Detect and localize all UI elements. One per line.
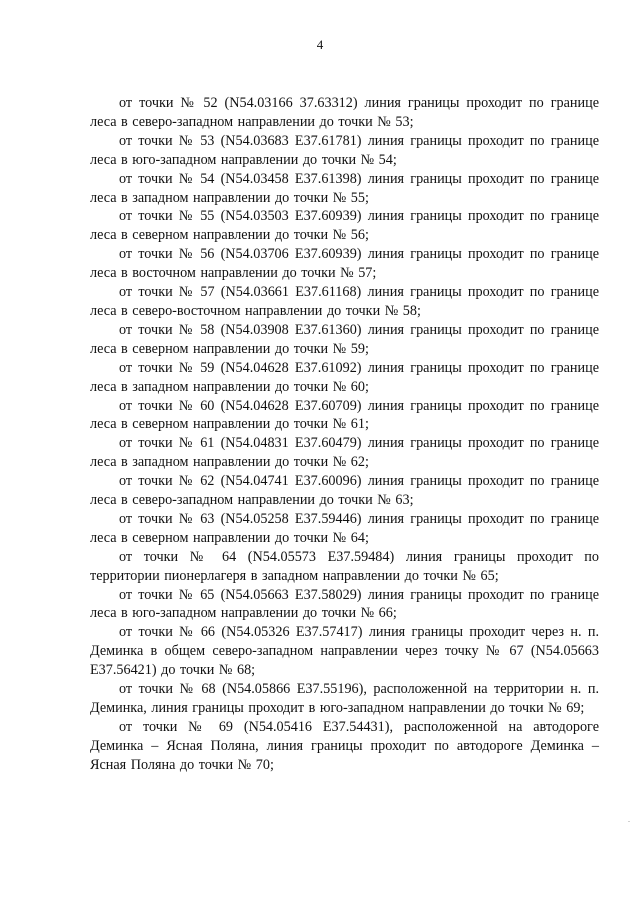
boundary-paragraph: от точки № 58 (N54.03908 E37.61360) линия границы проходит по границе леса в северном направлении до точки № 59; <box>90 321 599 357</box>
boundary-paragraph: от точки № 57 (N54.03661 E37.61168) линия границы проходит по границе леса в северо-восточном направлении до точки № 58; <box>90 284 599 319</box>
boundary-paragraph: от точки № 62 (N54.04741 E37.60096) линия границы проходит по границе леса в северо-западном направлении до точки № 63; <box>90 473 599 509</box>
boundary-paragraph: от точки № 56 (N54.03706 E37.60939) линия границы проходит по границе леса в восточном направлении до точки № 57; <box>90 246 599 282</box>
boundary-paragraph: от точки № 55 (N54.03503 E37.60939) линия границы проходит по границе леса в северном направлении до точки № 56; <box>90 208 599 244</box>
document-body <box>90 94 599 775</box>
scan-speck: . <box>628 815 630 824</box>
boundary-paragraph: от точки № 64 (N54.05573 E37.59484) линия границы проходит по территории пионерлагеря в западном направлении до точки № 65; <box>90 548 599 584</box>
boundary-paragraph: от точки № 61 (N54.04831 E37.60479) линия границы проходит по границе леса в западном направлении до точки № 62; <box>90 435 599 471</box>
boundary-paragraph: от точки № 60 (N54.04628 E37.60709) линия границы проходит по границе леса в северном направлении до точки № 61; <box>90 397 599 433</box>
boundary-paragraph: от точки № 69 (N54.05416 E37.54431), расположенной на автодороге Деминка – Ясная Поляна, линия границы проходит по автодороге Деминка – Ясная Поляна до точки № 70; <box>90 718 599 773</box>
boundary-paragraph: от точки № 66 (N54.05326 E37.57417) линия границы проходит через н. п. Деминка в общем северо-западном направлении через точку № 67 (N54.05663 E37.56421) до точки № 68; <box>90 624 599 679</box>
page-number: 4 <box>316 37 324 52</box>
boundary-paragraph: от точки № 65 (N54.05663 E37.58029) линия границы проходит по границе леса в юго-западном направлении до точки № 66; <box>90 586 599 622</box>
boundary-paragraph: от точки № 53 (N54.03683 E37.61781) линия границы проходит по границе леса в юго-западном направлении до точки № 54; <box>90 132 599 168</box>
boundary-paragraph: от точки № 54 (N54.03458 E37.61398) линия границы проходит по границе леса в западном направлении до точки № 55; <box>90 170 599 206</box>
boundary-paragraph: от точки № 68 (N54.05866 E37.55196), расположенной на территории н. п. Деминка, линия границы проходит в юго-западном направлении до точки № 69; <box>90 681 599 716</box>
boundary-paragraph: от точки № 59 (N54.04628 E37.61092) линия границы проходит по границе леса в западном направлении до точки № 60; <box>90 359 599 395</box>
boundary-paragraph: от точки № 63 (N54.05258 E37.59446) линия границы проходит по границе леса в северном направлении до точки № 64; <box>90 510 599 546</box>
boundary-paragraph: от точки № 52 (N54.03166 37.63312) линия границы проходит по границе леса в северо-западном направлении до точки № 53; <box>90 95 599 130</box>
